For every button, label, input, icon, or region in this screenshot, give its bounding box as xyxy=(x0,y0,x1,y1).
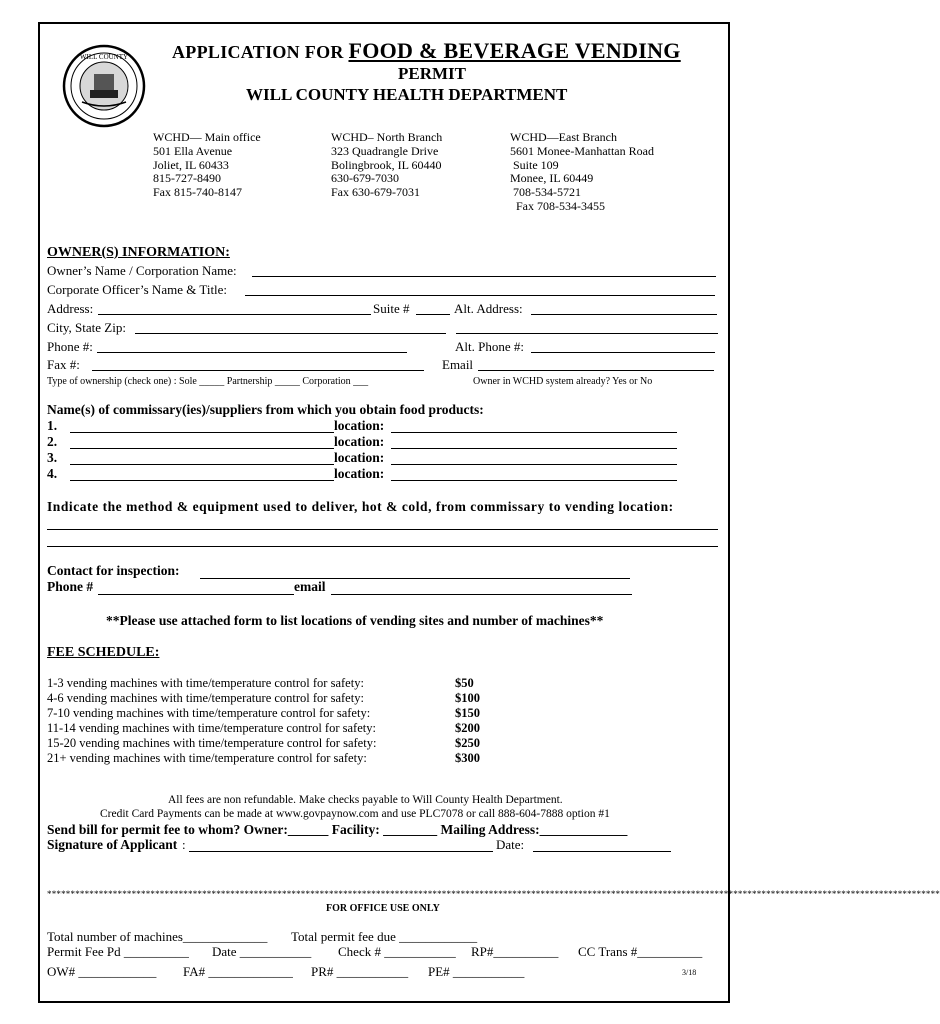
suite-field[interactable] xyxy=(416,314,450,315)
alt-city-field[interactable] xyxy=(456,333,718,334)
fee-paid[interactable]: Permit Fee Pd __________ xyxy=(47,944,189,959)
alt-phone-field[interactable] xyxy=(531,352,715,353)
office-line: WCHD—East Branch xyxy=(510,130,617,144)
office-line: WCHD— Main office xyxy=(153,130,261,144)
commissary-name-field[interactable] xyxy=(70,480,334,481)
rp-number[interactable]: RP#__________ xyxy=(471,944,559,959)
fax-label: Fax #: xyxy=(47,357,80,372)
office-line: WCHD– North Branch xyxy=(331,130,443,144)
fee-item-amount: $200 xyxy=(455,721,480,735)
signature-date-label: Date: xyxy=(496,837,525,852)
fee-item-label: 4-6 vending machines with time/temperature control for safety: xyxy=(47,691,364,705)
location-label: location: xyxy=(334,450,385,465)
office-line: Fax 708-534-3455 xyxy=(510,198,605,213)
fee-item-amount: $50 xyxy=(455,676,474,690)
ow-number[interactable]: OW# ____________ xyxy=(47,964,157,979)
county-seal-icon xyxy=(62,44,146,128)
fee-item-label: 7-10 vending machines with time/temperature control for safety: xyxy=(47,706,371,720)
office-line: Monee, IL 60449 xyxy=(510,171,594,186)
ownership-type[interactable]: Type of ownership (check one) : Sole _____ Partnership _____ Corporation ___ xyxy=(47,376,369,387)
city-label: City, State Zip: xyxy=(47,320,126,335)
refund-notice: All fees are non refundable. Make checks payable to Will County Health Department. xyxy=(168,794,563,806)
total-fee[interactable]: Total permit fee due ____________ xyxy=(291,929,478,944)
commissary-name-field[interactable] xyxy=(70,464,334,465)
owner-name-field[interactable] xyxy=(252,276,716,277)
officer-field[interactable] xyxy=(245,295,715,296)
office-line: Suite 109 xyxy=(510,157,559,172)
fa-number[interactable]: FA# _____________ xyxy=(183,964,293,979)
phone-field[interactable] xyxy=(97,352,407,353)
method-field[interactable] xyxy=(47,546,718,547)
attached-form-notice: **Please use attached form to list locations of vending sites and number of machines** xyxy=(106,613,604,628)
pe-number[interactable]: PE# ___________ xyxy=(428,964,525,979)
address-field[interactable] xyxy=(98,314,371,315)
form-title xyxy=(172,38,681,64)
city-field[interactable] xyxy=(135,333,446,334)
method-question: Indicate the method & equipment used to deliver, hot & cold, from commissary to vending location: xyxy=(47,499,674,514)
title-prefix: APPLICATION FOR xyxy=(172,42,349,62)
office-line: 323 Quadrangle Drive xyxy=(331,143,439,158)
commissary-heading: Name(s) of commissary(ies)/suppliers from which you obtain food products: xyxy=(47,402,484,417)
fee-item-amount: $250 xyxy=(455,736,480,750)
office-line: 501 Ella Avenue xyxy=(153,143,233,158)
commissary-location-field[interactable] xyxy=(391,464,677,465)
credit-card-notice: Credit Card Payments can be made at www.govpaynow.com and use PLC7078 or call 888-604-7888 option #1 xyxy=(100,808,610,820)
email-label: Email xyxy=(442,357,474,372)
fee-item-label: 21+ vending machines with time/temperature control for safety: xyxy=(47,751,367,765)
fee-item-label: 1-3 vending machines with time/temperature control for safety: xyxy=(47,676,364,690)
commissary-row-number: 1. xyxy=(47,418,58,433)
title-emphasis: FOOD & BEVERAGE VENDING xyxy=(348,38,681,63)
commissary-location-field[interactable] xyxy=(391,448,677,449)
commissary-location-field[interactable] xyxy=(391,432,677,433)
address-label: Address: xyxy=(47,301,94,316)
separator: ********************************************************************************************************************************************************************************************** xyxy=(47,889,940,899)
office-line: 815-727-8490 xyxy=(153,171,221,186)
location-label: location: xyxy=(334,466,385,481)
fee-item-amount: $100 xyxy=(455,691,480,705)
office-line: Bolingbrook, IL 60440 xyxy=(331,157,442,172)
office-line: Joliet, IL 60433 xyxy=(153,157,229,172)
office-line: Fax 815-740-8147 xyxy=(153,185,242,200)
owner-name-label: Owner’s Name / Corporation Name: xyxy=(47,263,237,278)
commissary-row-number: 3. xyxy=(47,450,58,465)
commissary-row-number: 4. xyxy=(47,466,58,481)
alt-address-label: Alt. Address: xyxy=(454,301,523,316)
fee-item-amount: $150 xyxy=(455,706,480,720)
fee-item-label: 11-14 vending machines with time/temperature control for safety: xyxy=(47,721,376,735)
location-label: location: xyxy=(334,418,385,433)
cc-trans[interactable]: CC Trans #__________ xyxy=(578,944,703,959)
seal-text: WILL COUNTY xyxy=(79,53,129,61)
fax-field[interactable] xyxy=(92,370,424,371)
send-bill-line[interactable]: Send bill for permit fee to whom? Owner:______ Facility: ________ Mailing Address:_____________ xyxy=(47,822,628,837)
contact-label: Contact for inspection: xyxy=(47,563,180,578)
office-north xyxy=(331,131,442,200)
commissary-name-field[interactable] xyxy=(70,448,334,449)
form-version: 3/18 xyxy=(682,968,697,977)
email-field[interactable] xyxy=(478,370,714,371)
fee-item-amount: $300 xyxy=(455,751,480,765)
total-machines[interactable]: Total number of machines_____________ xyxy=(47,929,268,944)
officer-label: Corporate Officer’s Name & Title: xyxy=(47,282,228,297)
department-name: WILL COUNTY HEALTH DEPARTMENT xyxy=(246,85,568,104)
commissary-row-number: 2. xyxy=(47,434,58,449)
office-line: 708-534-5721 xyxy=(510,185,581,200)
office-use-heading: FOR OFFICE USE ONLY xyxy=(326,903,440,914)
signature-date-field[interactable] xyxy=(533,851,671,852)
office-line: 630-679-7030 xyxy=(331,171,399,186)
office-line: 5601 Monee-Manhattan Road xyxy=(510,143,654,158)
alt-phone-label: Alt. Phone #: xyxy=(455,339,524,354)
signature-field[interactable] xyxy=(189,851,493,852)
commissary-name-field[interactable] xyxy=(70,432,334,433)
contact-field[interactable] xyxy=(200,578,630,579)
office-date[interactable]: Date ___________ xyxy=(212,944,312,959)
contact-email-field[interactable] xyxy=(331,594,632,595)
signature-label: Signature of Applicant xyxy=(47,837,178,852)
owner-heading: OWNER(S) INFORMATION: xyxy=(47,245,230,260)
pr-number[interactable]: PR# ___________ xyxy=(311,964,409,979)
location-label: location: xyxy=(334,434,385,449)
commissary-location-field[interactable] xyxy=(391,480,677,481)
form-title-line2: PERMIT xyxy=(398,64,466,83)
contact-email-label: email xyxy=(294,579,326,594)
office-line: Fax 630-679-7031 xyxy=(331,185,420,200)
fee-heading: FEE SCHEDULE: xyxy=(47,645,160,660)
suite-label: Suite # xyxy=(373,301,410,316)
in-system-question[interactable]: Owner in WCHD system already? Yes or No xyxy=(473,376,653,387)
fee-list xyxy=(47,676,376,766)
fee-item-label: 15-20 vending machines with time/temperature control for safety: xyxy=(47,736,377,750)
check-number[interactable]: Check # ___________ xyxy=(338,944,456,959)
alt-address-field[interactable] xyxy=(531,314,717,315)
fee-amounts xyxy=(455,676,480,766)
contact-phone-field[interactable] xyxy=(98,594,294,595)
phone-label: Phone #: xyxy=(47,339,93,354)
office-east xyxy=(510,131,654,214)
method-field[interactable] xyxy=(47,529,718,530)
office-main xyxy=(153,131,261,200)
contact-phone-label: Phone # xyxy=(47,579,94,594)
